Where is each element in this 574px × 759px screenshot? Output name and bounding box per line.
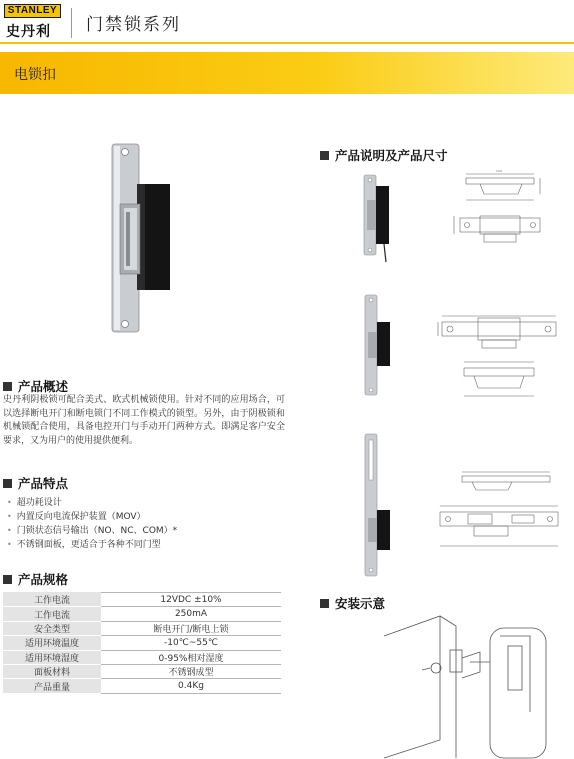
- feature-item: • 门锁状态信号输出（NO、NC、COM）*: [7, 524, 177, 538]
- dims-heading: [320, 146, 448, 164]
- product-photo-2: [356, 292, 398, 400]
- feature-item: • 不锈钢面板，更适合于各种不同门型: [7, 538, 177, 552]
- svg-text:134: 134: [496, 169, 502, 173]
- dimension-drawing-2: [434, 310, 564, 406]
- spec-table: [3, 592, 281, 694]
- square-bullet-icon: [3, 479, 12, 488]
- spec-label: 工作电流: [3, 607, 101, 621]
- square-bullet-icon: [3, 382, 12, 391]
- install-heading-text: 安装示意: [335, 596, 386, 611]
- table-row: [3, 636, 281, 650]
- overview-heading: [3, 377, 68, 395]
- header-rule: [0, 42, 574, 44]
- header-divider: [71, 8, 72, 38]
- installation-diagram: [380, 612, 564, 758]
- logo-chinese-name: 史丹利: [6, 24, 51, 40]
- spec-value: 12VDC ±10%: [101, 593, 281, 607]
- overview-heading-text: 产品概述: [18, 379, 69, 394]
- section-banner: [0, 52, 574, 94]
- square-bullet-icon: [320, 151, 329, 160]
- square-bullet-icon: [3, 575, 12, 584]
- dimension-drawing-1: [440, 168, 560, 254]
- feature-item: • 超功耗设计: [7, 496, 177, 510]
- logo-badge: STANLEY: [4, 4, 61, 18]
- dimension-drawing-3: [432, 466, 566, 556]
- table-row: [3, 621, 281, 635]
- table-row: [3, 650, 281, 664]
- specs-heading: [3, 570, 68, 588]
- specs-heading-text: 产品规格: [18, 572, 69, 587]
- spec-value: 0.4Kg: [101, 679, 281, 693]
- spec-value: -10℃~55℃: [101, 636, 281, 650]
- product-photo-3: [356, 430, 398, 580]
- spec-label: 适用环境湿度: [3, 650, 101, 664]
- product-photo-1: [356, 172, 398, 264]
- features-list: [7, 496, 177, 552]
- feature-item: • 内置反向电流保护装置（MOV）: [7, 510, 177, 524]
- spec-label: 适用环境温度: [3, 636, 101, 650]
- spec-value: 不锈钢成型: [101, 664, 281, 678]
- spec-label: 工作电流: [3, 593, 101, 607]
- table-row: [3, 679, 281, 693]
- table-row: [3, 664, 281, 678]
- stanley-logo: [4, 4, 62, 44]
- install-heading: [320, 594, 385, 612]
- page-title: 门禁锁系列: [86, 15, 181, 35]
- square-bullet-icon: [320, 599, 329, 608]
- spec-label: 安全类型: [3, 621, 101, 635]
- product-photo-main: [100, 138, 180, 338]
- spec-label: 面板材料: [3, 664, 101, 678]
- features-heading: [3, 474, 68, 492]
- table-row: [3, 593, 281, 607]
- spec-value: 断电开门/断电上锁: [101, 621, 281, 635]
- table-row: [3, 607, 281, 621]
- dims-heading-text: 产品说明及产品尺寸: [335, 148, 448, 163]
- overview-paragraph: 史丹利阴极锁可配合美式、欧式机械锁使用。针对不同的应用场合，可以选择断电开门和断电锁门不同工作模式的锁型。另外，由于阴极锁和机械锁配合使用，具备电控开门与手动开门两种方式。即满足客户安全要求，又为用户的使用提供便利。: [3, 395, 285, 446]
- spec-value: 0-95%相对湿度: [101, 650, 281, 664]
- banner-label: 电锁扣: [14, 67, 56, 83]
- spec-value: 250mA: [101, 607, 281, 621]
- features-heading-text: 产品特点: [18, 476, 69, 491]
- spec-label: 产品重量: [3, 679, 101, 693]
